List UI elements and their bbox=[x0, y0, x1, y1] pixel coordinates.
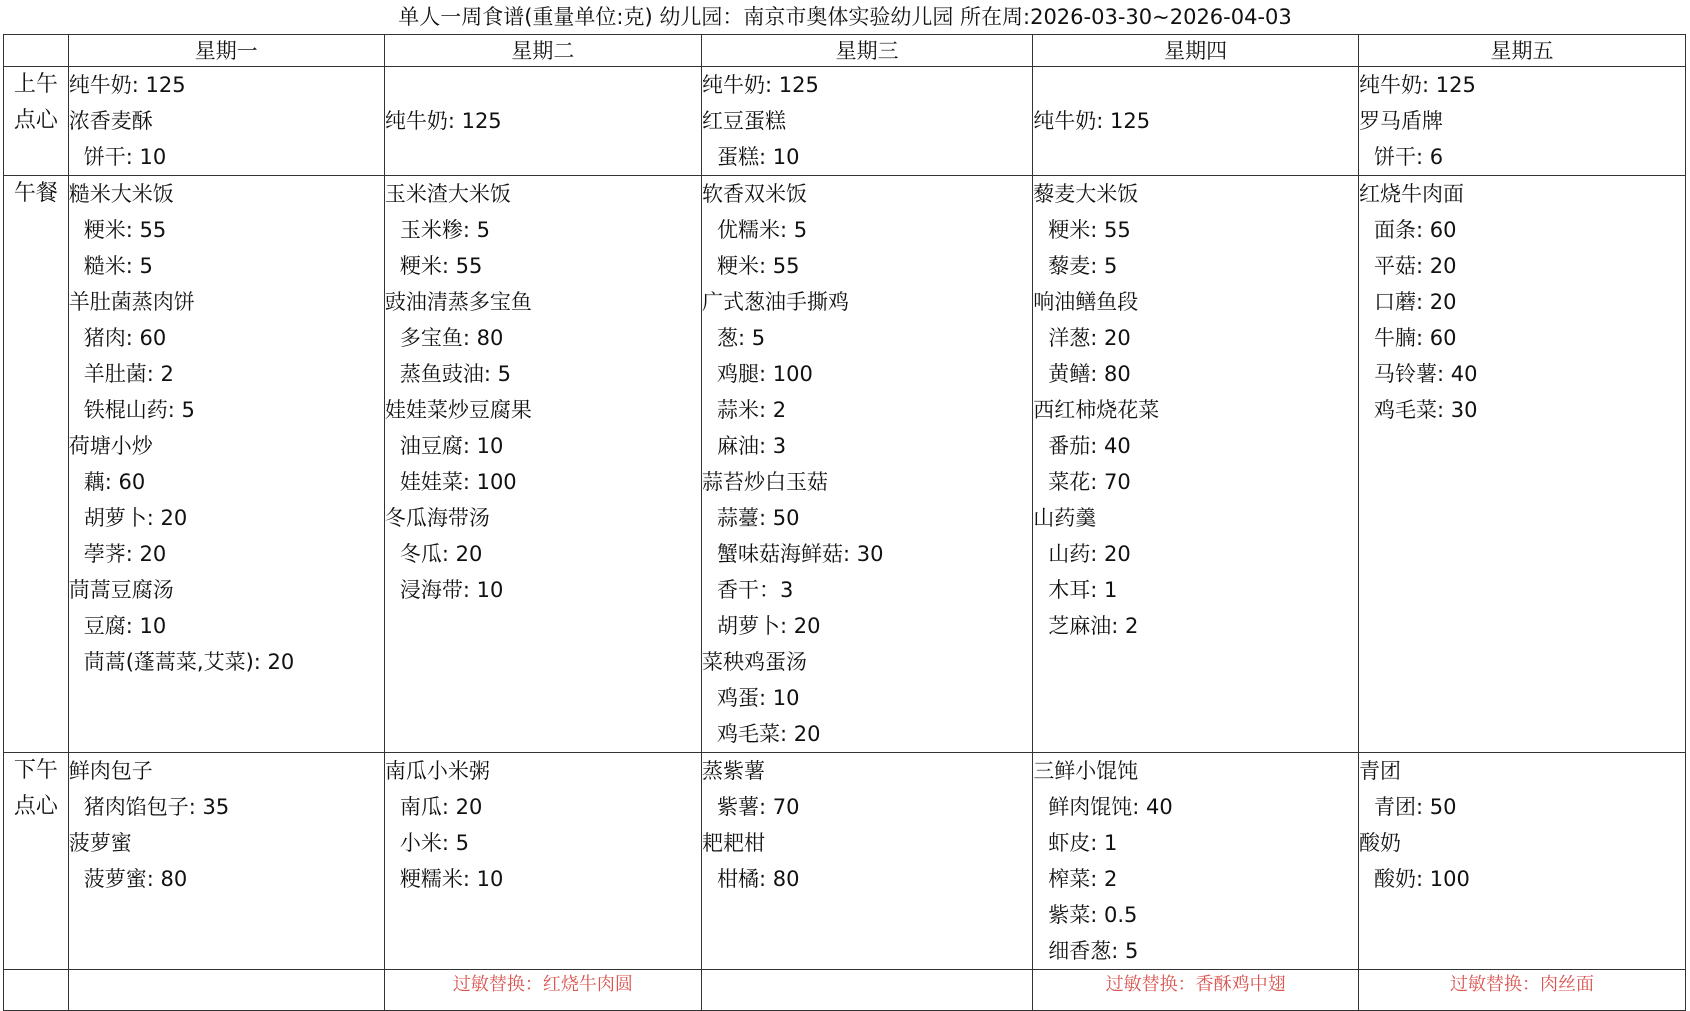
dish-name: 豉油清蒸多宝鱼 bbox=[384, 290, 532, 314]
menu-cell bbox=[384, 67, 701, 176]
header-row bbox=[4, 35, 1686, 67]
menu-cell bbox=[702, 753, 1033, 970]
allergy-note: 过敏替换：肉丝面 bbox=[1359, 970, 1686, 1011]
menu-cell bbox=[1359, 176, 1686, 753]
ingredient: 藕: 60 bbox=[83, 470, 146, 494]
ingredient: 粳米: 55 bbox=[717, 254, 800, 278]
ingredient: 口蘑: 20 bbox=[1374, 290, 1457, 314]
ingredient: 冬瓜: 20 bbox=[399, 542, 483, 566]
ingredient: 紫菜: 0.5 bbox=[1048, 903, 1138, 927]
allergy-label-cell bbox=[4, 970, 69, 1011]
day-header: 星期四 bbox=[1033, 35, 1359, 67]
ingredient: 鸡蛋: 10 bbox=[717, 686, 800, 710]
dish-name: 鲜肉包子 bbox=[68, 759, 153, 783]
ingredient: 鸡毛菜: 30 bbox=[1374, 398, 1478, 422]
dish-name: 西红柿烧花菜 bbox=[1033, 398, 1160, 422]
ingredient: 南瓜: 20 bbox=[399, 795, 483, 819]
ingredient: 蒸鱼豉油: 5 bbox=[399, 362, 511, 386]
dish-name: 荷塘小炒 bbox=[68, 434, 153, 458]
dish-name: 藜麦大米饭 bbox=[1033, 182, 1139, 206]
day-header: 星期五 bbox=[1359, 35, 1686, 67]
ingredient: 蟹味菇海鲜菇: 30 bbox=[717, 542, 884, 566]
ingredient: 油豆腐: 10 bbox=[399, 434, 504, 458]
ingredient: 面条: 60 bbox=[1374, 218, 1457, 242]
allergy-row bbox=[4, 970, 1686, 1011]
ingredient: 番茄: 40 bbox=[1048, 434, 1131, 458]
day-header: 星期三 bbox=[702, 35, 1033, 67]
ingredient: 山药: 20 bbox=[1048, 542, 1131, 566]
meal-label bbox=[4, 176, 69, 753]
ingredient: 胡萝卜: 20 bbox=[717, 614, 821, 638]
ingredient: 粳糯米: 10 bbox=[399, 867, 504, 891]
ingredient: 洋葱: 20 bbox=[1048, 326, 1131, 350]
ingredient: 粳米: 55 bbox=[1048, 218, 1131, 242]
ingredient: 香干：3 bbox=[717, 578, 794, 602]
meal-label bbox=[4, 67, 69, 176]
ingredient: 牛腩: 60 bbox=[1374, 326, 1457, 350]
menu-cell bbox=[68, 67, 384, 176]
dish-name: 浓香麦酥 bbox=[68, 109, 153, 133]
menu-cell bbox=[702, 176, 1033, 753]
ingredient: 蒜米: 2 bbox=[717, 398, 787, 422]
ingredient: 马铃薯: 40 bbox=[1374, 362, 1478, 386]
dish-name: 蒸紫薯 bbox=[702, 759, 766, 783]
ingredient: 荸荠: 20 bbox=[83, 542, 167, 566]
menu-cell bbox=[384, 753, 701, 970]
dish-name: 玉米渣大米饭 bbox=[384, 182, 511, 206]
dish-name: 纯牛奶: 125 bbox=[1359, 73, 1476, 97]
lunch-row bbox=[4, 176, 1686, 753]
ingredient: 鸡毛菜: 20 bbox=[717, 722, 821, 746]
weekly-menu-table bbox=[3, 34, 1686, 1011]
page-title: 单人一周食谱(重量单位:克) 幼儿园：南京市奥体实验幼儿园 所在周:2026-03-30~2026-04-03 bbox=[398, 5, 1292, 29]
menu-cell bbox=[1359, 753, 1686, 970]
ingredient: 紫薯: 70 bbox=[717, 795, 800, 819]
dish-name: 山药羹 bbox=[1033, 506, 1097, 530]
ingredient: 小米: 5 bbox=[399, 831, 469, 855]
ingredient: 鲜肉馄饨: 40 bbox=[1048, 795, 1173, 819]
menu-cell bbox=[384, 176, 701, 753]
ingredient: 蛋糕: 10 bbox=[717, 145, 800, 169]
meal-label-text: 上午点心 bbox=[13, 72, 58, 133]
ingredient: 柑橘: 80 bbox=[717, 867, 800, 891]
menu-cell bbox=[68, 753, 384, 970]
dish-name: 广式葱油手撕鸡 bbox=[702, 290, 850, 314]
ingredient: 粳米: 55 bbox=[399, 254, 483, 278]
ingredient: 优糯米: 5 bbox=[717, 218, 808, 242]
ingredient: 饼干: 10 bbox=[83, 145, 167, 169]
afternoon-snack-row bbox=[4, 753, 1686, 970]
ingredient: 铁棍山药: 5 bbox=[83, 398, 195, 422]
ingredient: 酸奶: 100 bbox=[1374, 867, 1470, 891]
menu-cell bbox=[1033, 176, 1359, 753]
ingredient: 虾皮: 1 bbox=[1048, 831, 1118, 855]
dish-name: 纯牛奶: 125 bbox=[68, 73, 186, 97]
ingredient: 黄鳝: 80 bbox=[1048, 362, 1131, 386]
ingredient: 芝麻油: 2 bbox=[1048, 614, 1139, 638]
ingredient: 蒜薹: 50 bbox=[717, 506, 800, 530]
day-header: 星期二 bbox=[384, 35, 701, 67]
menu-cell bbox=[1033, 753, 1359, 970]
dish-name: 茼蒿豆腐汤 bbox=[68, 578, 174, 602]
dish-name: 菠萝蜜 bbox=[68, 831, 132, 855]
dish-name: 南瓜小米粥 bbox=[384, 759, 490, 783]
ingredient: 羊肚菌: 2 bbox=[83, 362, 174, 386]
dish-name: 冬瓜海带汤 bbox=[384, 506, 490, 530]
ingredient: 糙米: 5 bbox=[83, 254, 153, 278]
menu-cell bbox=[702, 67, 1033, 176]
allergy-note: 过敏替换：香酥鸡中翅 bbox=[1033, 970, 1359, 1011]
dish-name: 糙米大米饭 bbox=[68, 182, 174, 206]
meal-label bbox=[4, 753, 69, 970]
dish-name: 三鲜小馄饨 bbox=[1033, 759, 1139, 783]
dish-name: 纯牛奶: 125 bbox=[1033, 109, 1151, 133]
dish-name: 纯牛奶: 125 bbox=[384, 109, 502, 133]
ingredient: 胡萝卜: 20 bbox=[83, 506, 188, 530]
ingredient: 娃娃菜: 100 bbox=[399, 470, 517, 494]
dish-name: 羊肚菌蒸肉饼 bbox=[68, 290, 195, 314]
dish-name: 红豆蛋糕 bbox=[702, 109, 787, 133]
menu-cell bbox=[68, 176, 384, 753]
corner-cell bbox=[4, 35, 69, 67]
ingredient: 多宝鱼: 80 bbox=[399, 326, 504, 350]
ingredient: 榨菜: 2 bbox=[1048, 867, 1118, 891]
allergy-note bbox=[702, 970, 1033, 1011]
dish-name: 纯牛奶: 125 bbox=[702, 73, 819, 97]
ingredient: 菠萝蜜: 80 bbox=[83, 867, 188, 891]
ingredient: 猪肉: 60 bbox=[83, 326, 167, 350]
dish-name: 青团 bbox=[1359, 759, 1402, 783]
allergy-note bbox=[68, 970, 384, 1011]
meal-label-text: 午餐 bbox=[13, 181, 58, 206]
ingredient: 平菇: 20 bbox=[1374, 254, 1457, 278]
ingredient: 茼蒿(蓬蒿菜,艾菜): 20 bbox=[83, 650, 295, 674]
ingredient: 粳米: 55 bbox=[83, 218, 167, 242]
meal-label-text: 下午点心 bbox=[13, 758, 58, 819]
day-header: 星期一 bbox=[68, 35, 384, 67]
ingredient: 菜花: 70 bbox=[1048, 470, 1131, 494]
dish-name: 菜秧鸡蛋汤 bbox=[702, 650, 808, 674]
ingredient: 玉米糁: 5 bbox=[399, 218, 490, 242]
morning-snack-row bbox=[4, 67, 1686, 176]
menu-cell bbox=[1033, 67, 1359, 176]
dish-name: 响油鳝鱼段 bbox=[1033, 290, 1139, 314]
ingredient: 藜麦: 5 bbox=[1048, 254, 1118, 278]
ingredient: 青团: 50 bbox=[1374, 795, 1457, 819]
dish-name: 娃娃菜炒豆腐果 bbox=[384, 398, 532, 422]
dish-name: 酸奶 bbox=[1359, 831, 1402, 855]
allergy-note: 过敏替换：红烧牛肉圆 bbox=[384, 970, 701, 1011]
ingredient: 饼干: 6 bbox=[1374, 145, 1444, 169]
dish-name: 软香双米饭 bbox=[702, 182, 808, 206]
ingredient: 细香葱: 5 bbox=[1048, 939, 1139, 963]
ingredient: 豆腐: 10 bbox=[83, 614, 167, 638]
dish-name: 耙耙柑 bbox=[702, 831, 766, 855]
menu-cell bbox=[1359, 67, 1686, 176]
ingredient: 猪肉馅包子: 35 bbox=[83, 795, 230, 819]
dish-name: 蒜苔炒白玉菇 bbox=[702, 470, 829, 494]
ingredient: 浸海带: 10 bbox=[399, 578, 504, 602]
dish-name: 红烧牛肉面 bbox=[1359, 182, 1465, 206]
ingredient: 麻油: 3 bbox=[717, 434, 787, 458]
ingredient: 葱: 5 bbox=[717, 326, 766, 350]
ingredient: 鸡腿: 100 bbox=[717, 362, 813, 386]
ingredient: 木耳: 1 bbox=[1048, 578, 1118, 602]
dish-name: 罗马盾牌 bbox=[1359, 109, 1444, 133]
